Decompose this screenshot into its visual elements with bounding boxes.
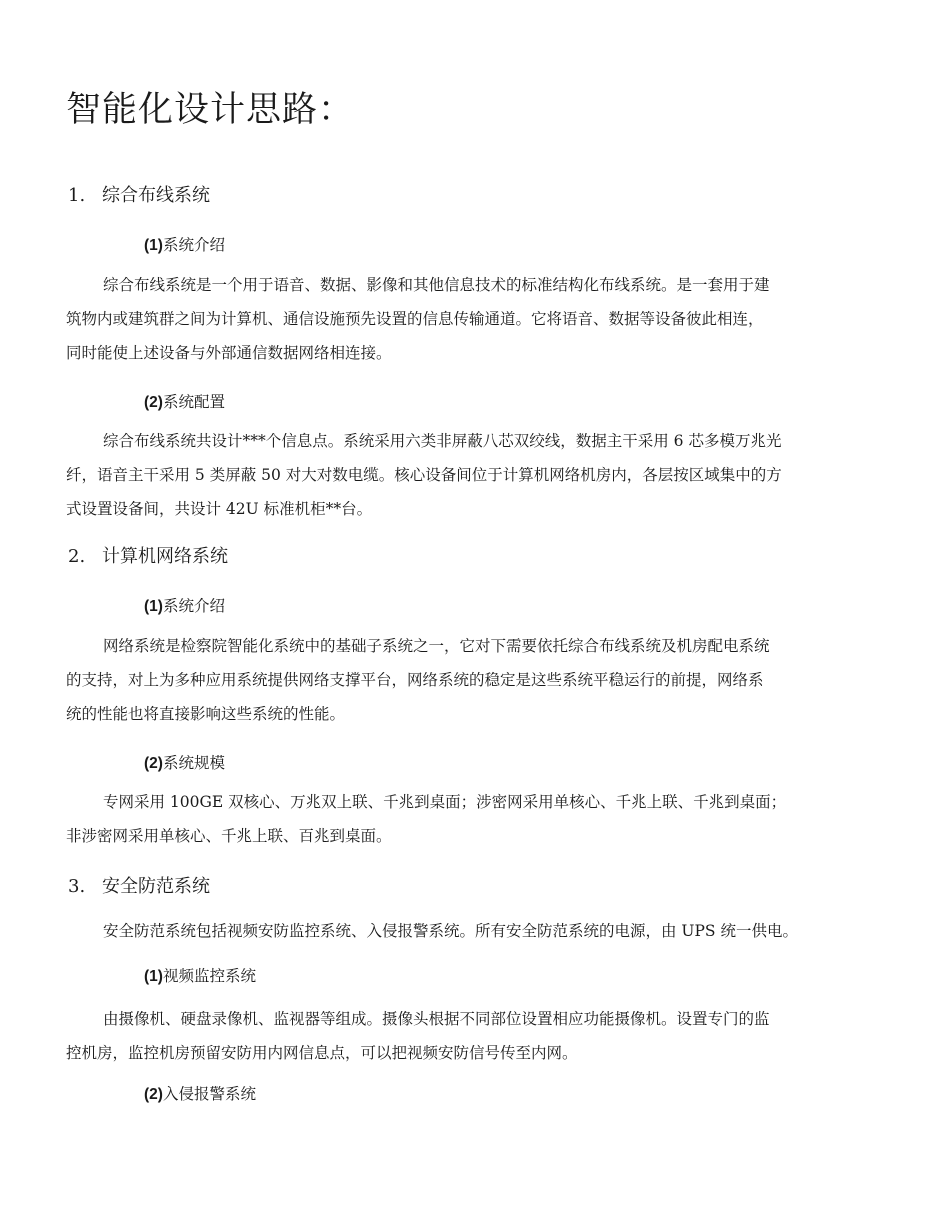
subsection-heading — [144, 594, 225, 619]
section-heading — [68, 544, 228, 570]
document-title: 智能化设计思路： — [66, 90, 355, 130]
paragraph-line: 筑物内或建筑群之间为计算机、通信设施预先设置的信息传输通道。它将语音、数据等设备彼此相连， — [66, 310, 764, 328]
paragraph-line: 非涉密网采用单核心、千兆上联、百兆到桌面。 — [66, 827, 392, 845]
section-heading — [68, 183, 210, 209]
section-heading — [68, 874, 210, 900]
subsection-title: 系统介绍 — [162, 597, 225, 615]
section-number: 3. — [68, 876, 86, 897]
subsection-heading — [144, 964, 256, 989]
subsection-title: 系统配置 — [162, 393, 225, 411]
section-title: 综合布线系统 — [102, 185, 210, 206]
paragraph-line: 专网采用 100GE 双核心、万兆双上联、千兆到桌面；涉密网采用单核心、千兆上联、千兆到桌面； — [103, 793, 787, 811]
section-number: 1. — [68, 185, 86, 206]
paragraph — [66, 785, 881, 853]
subsection-title: 视频监控系统 — [162, 967, 256, 985]
paragraph-line: 控机房，监控机房预留安防用内网信息点，可以把视频安防信号传至内网。 — [66, 1044, 578, 1062]
paragraph — [66, 1002, 881, 1070]
paragraph — [66, 424, 881, 526]
section-number: 2. — [68, 546, 86, 567]
subsection-title: 系统规模 — [162, 754, 225, 772]
paragraph-line: 的支持，对上为多种应用系统提供网络支撑平台，网络系统的稳定是这些系统平稳运行的前提，网络系 — [66, 671, 764, 689]
paragraph — [66, 914, 881, 948]
paragraph-line: 同时能使上述设备与外部通信数据网络相连接。 — [66, 344, 392, 362]
paragraph — [66, 268, 881, 370]
paragraph-line: 由摄像机、硬盘录像机、监视器等组成。摄像头根据不同部位设置相应功能摄像机。设置专门的监 — [103, 1010, 770, 1028]
subsection-heading — [144, 751, 225, 776]
subsection-title: 系统介绍 — [162, 236, 225, 254]
paragraph-line: 网络系统是检察院智能化系统中的基础子系统之一，它对下需要依托综合布线系统及机房配电系统 — [103, 637, 770, 655]
paragraph-line: 式设置设备间，共设计 42U 标准机柜**台。 — [66, 500, 373, 518]
section-title: 安全防范系统 — [102, 876, 210, 897]
subsection-label: (1) — [144, 968, 163, 985]
paragraph-line: 安全防范系统包括视频安防监控系统、入侵报警系统。所有安全防范系统的电源，由 UPS 统一供电。 — [103, 922, 798, 940]
paragraph-line: 纤，语音主干采用 5 类屏蔽 50 对大对数电缆。核心设备间位于计算机网络机房内，各层按区域集中的方 — [66, 466, 782, 484]
paragraph — [66, 629, 881, 731]
subsection-heading — [144, 1082, 256, 1107]
subsection-label: (1) — [144, 237, 163, 254]
subsection-label: (2) — [144, 394, 163, 411]
paragraph-line: 综合布线系统共设计***个信息点。系统采用六类非屏蔽八芯双绞线，数据主干采用 6 芯多模万兆光 — [103, 432, 782, 450]
subsection-label: (2) — [144, 1086, 163, 1103]
subsection-heading — [144, 390, 225, 415]
subsection-label: (1) — [144, 598, 163, 615]
subsection-title: 入侵报警系统 — [162, 1085, 256, 1103]
paragraph-line: 统的性能也将直接影响这些系统的性能。 — [66, 705, 346, 723]
paragraph-line: 综合布线系统是一个用于语音、数据、影像和其他信息技术的标准结构化布线系统。是一套用于建 — [103, 276, 770, 294]
subsection-heading — [144, 233, 225, 258]
subsection-label: (2) — [144, 755, 163, 772]
section-title: 计算机网络系统 — [102, 546, 228, 567]
